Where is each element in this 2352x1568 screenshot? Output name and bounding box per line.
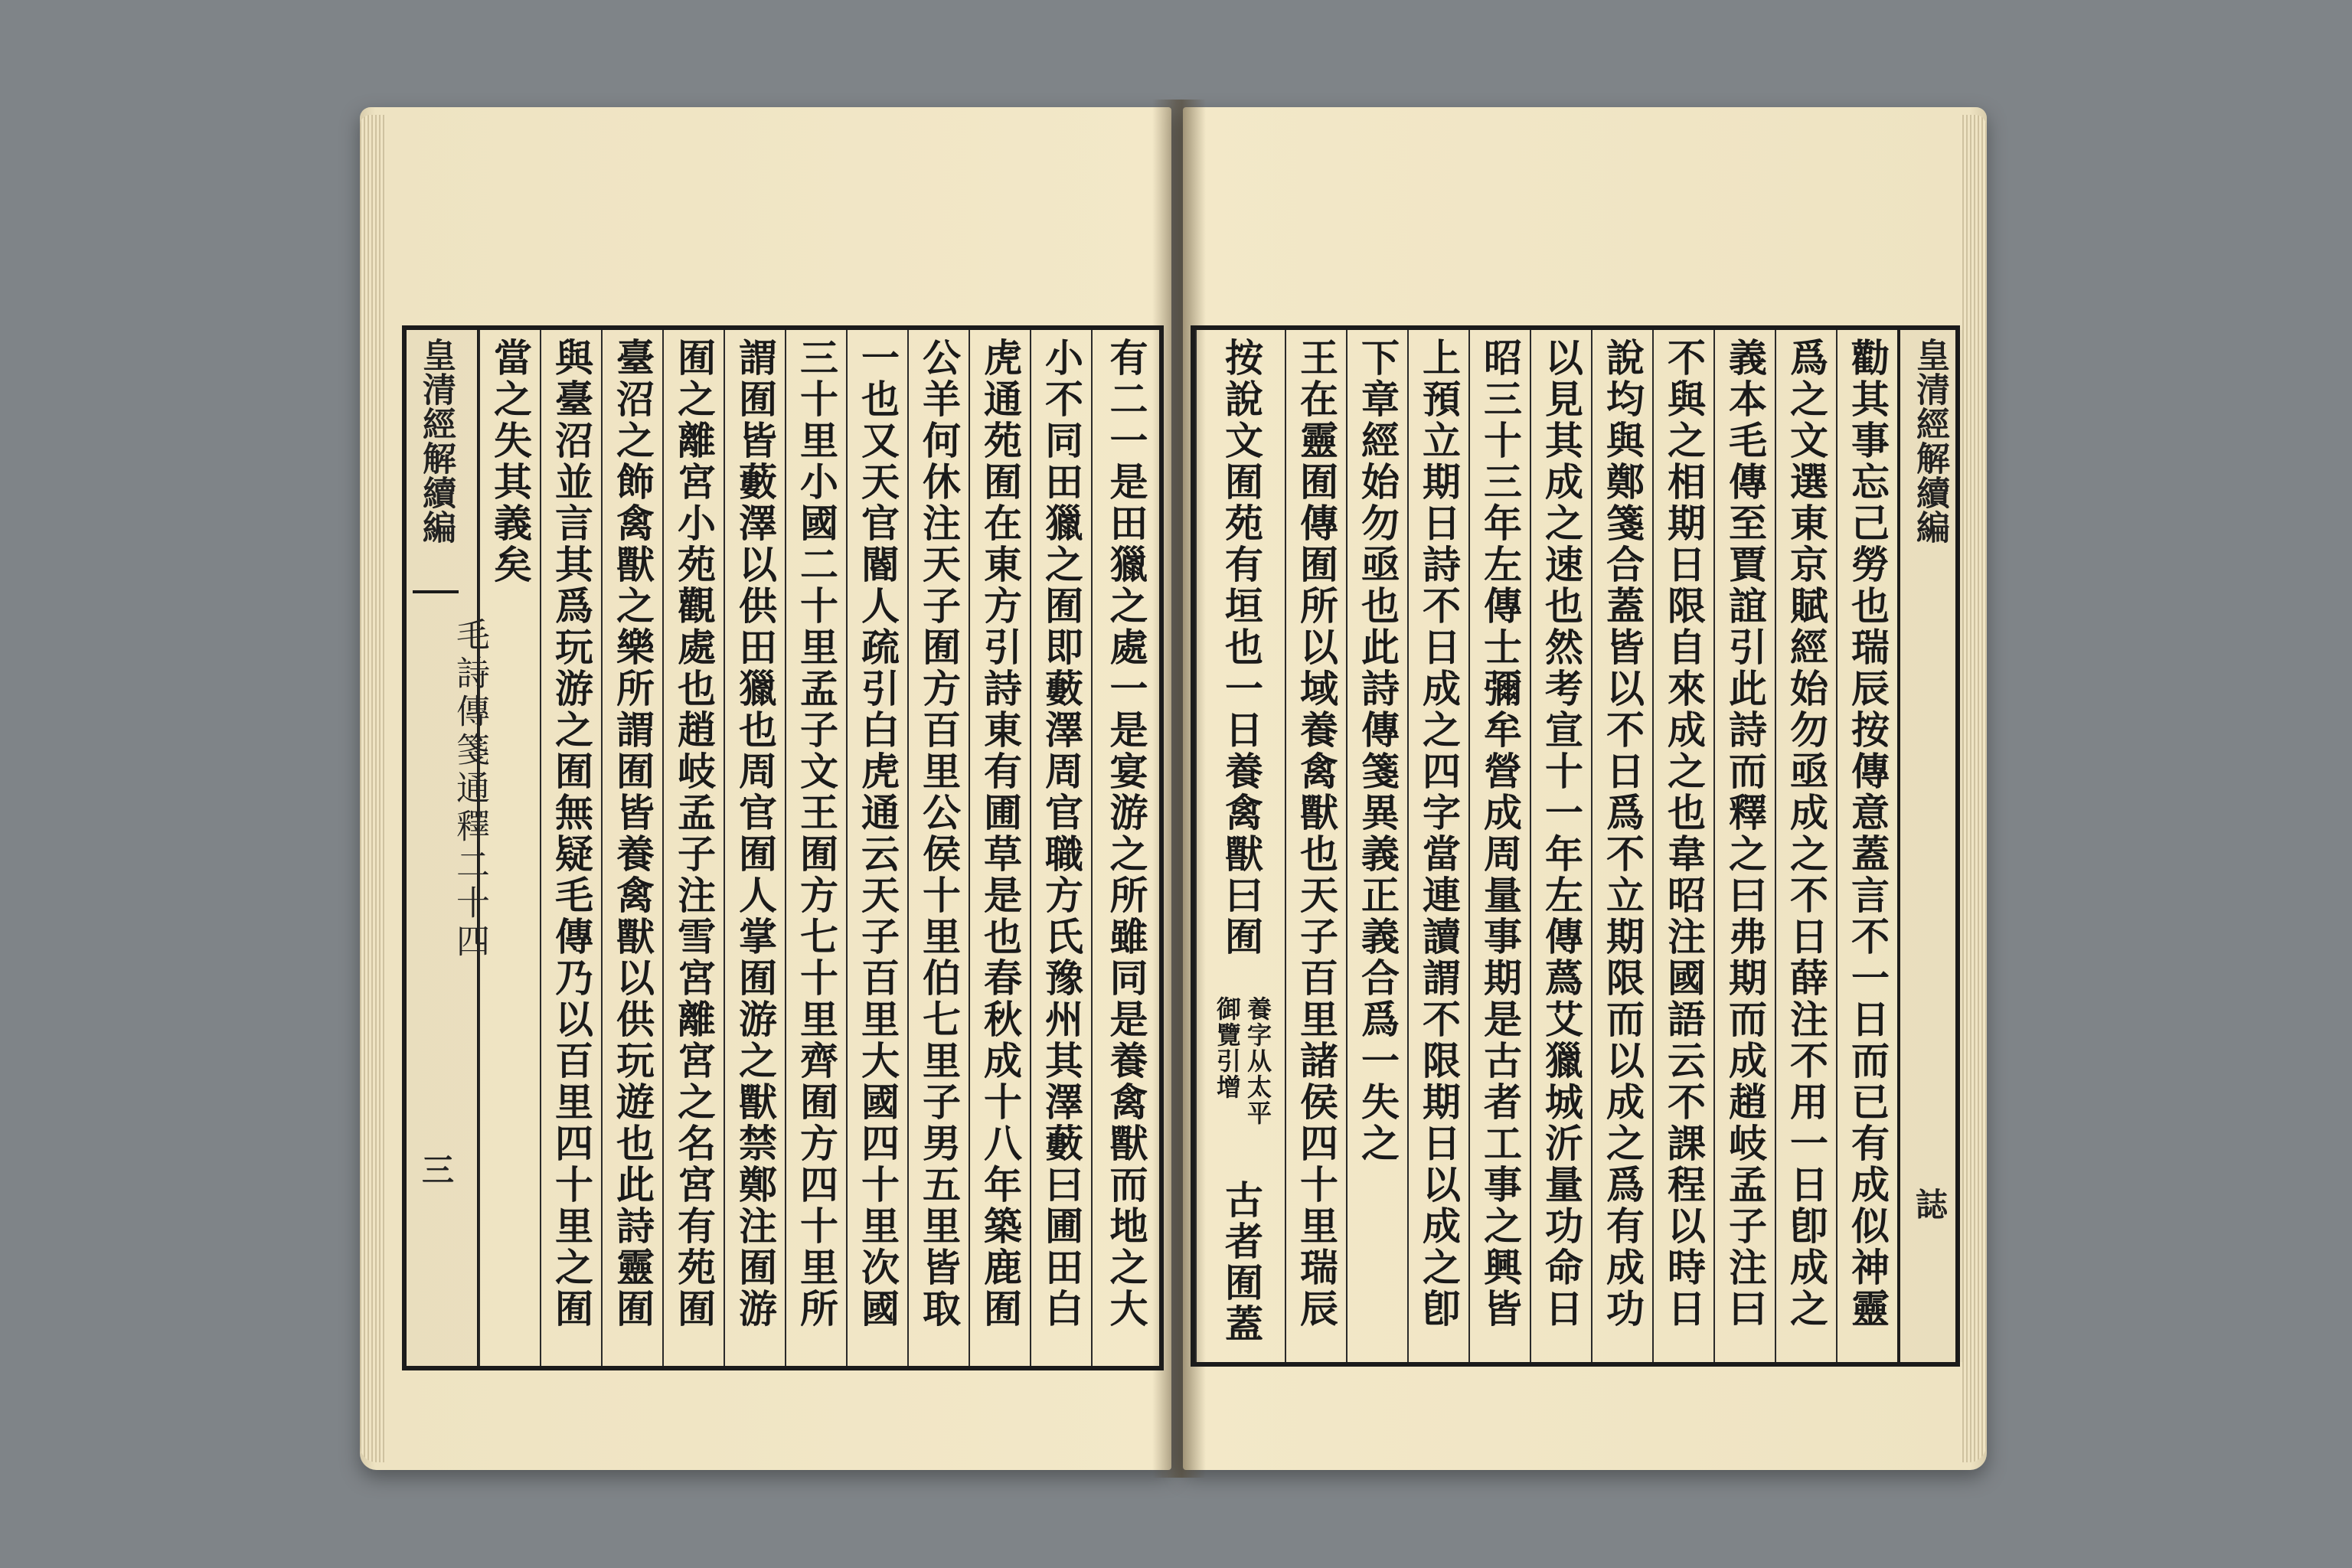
collection-title: 皇清經解續編 xyxy=(416,338,456,544)
text-column: 勸其事忘己勞也瑞辰按傳意蓋言不一日而已有成似神靈 xyxy=(1836,330,1897,1362)
folio-number: 誌 xyxy=(1911,1187,1949,1220)
text-column: 說均與鄭箋合蓋皆以不日爲不立期限而以成之爲有成功 xyxy=(1591,330,1652,1362)
text-column: 臺沼之飾禽獸之樂所謂囿皆養禽獸以供玩遊也此詩靈囿 xyxy=(601,330,662,1366)
volume-title: 毛詩傳箋通釋二十四 xyxy=(450,617,489,962)
interlinear-note: 養字从太平 xyxy=(1243,996,1272,1126)
folio-number: 三 xyxy=(417,1153,455,1185)
text-column: 義本毛傳至賈誼引此詩而釋之曰弗期而成趙岐孟子注曰 xyxy=(1713,330,1775,1362)
text-column: 不與之相期日限自來成之也韋昭注國語云不課程以時日 xyxy=(1652,330,1713,1362)
fishtail-mark xyxy=(413,590,459,616)
left-text-block xyxy=(402,325,1164,1370)
right-text-block xyxy=(1191,325,1960,1367)
right-page-edges xyxy=(1960,115,1986,1462)
text-column: 王在靈囿傳囿所以域養禽獸也天子百里諸侯四十里瑞辰 xyxy=(1285,330,1346,1362)
text-column: 昭三十三年左傳士彌牟營成周量事期是古者工事之興皆 xyxy=(1468,330,1530,1362)
text-column: 謂囿皆藪澤以供田獵也周官囿人掌囿游之獸禁鄭注囿游 xyxy=(724,330,785,1366)
interlinear-note: 御覽引增 xyxy=(1213,996,1242,1100)
text-column: 以見其成之速也然考宣十一年左傳蔿艾獵城沂量功命日 xyxy=(1530,330,1591,1362)
left-page-edges xyxy=(360,115,386,1462)
text-column-with-note: 按說文囿苑有垣也一日養禽獸曰囿 養字从太平 御覽引增 古者囿蓋 xyxy=(1195,330,1285,1362)
text-column: 下章經始勿亟也此詩傳箋異義正義合爲一失之 xyxy=(1346,330,1407,1362)
column-tail: 古者囿蓋 xyxy=(1219,1180,1264,1345)
text-column: 公羊何休注天子囿方百里公侯十里伯七里子男五里皆取 xyxy=(907,330,969,1366)
text-column: 上預立期日詩不日成之四字當連讀謂不限期日以成之卽 xyxy=(1407,330,1468,1362)
text-column: 虎通苑囿在東方引詩東有圃草是也春秋成十八年築鹿囿 xyxy=(969,330,1030,1366)
text-column: 囿之離宮小苑觀處也趙岐孟子注雪宮離宮之名宮有苑囿 xyxy=(662,330,724,1366)
text-column: 有二一是田獵之處一是宴游之所雖同是養禽獸而地之大 xyxy=(1091,330,1159,1366)
text-column: 三十里小國二十里孟子文王囿方七十里齊囿方四十里所 xyxy=(785,330,846,1366)
left-page-margin xyxy=(407,330,489,1366)
text-column: 一也又天官閽人疏引白虎通云天子百里大國四十里次國 xyxy=(846,330,907,1366)
text-column: 與臺沼並言其爲玩游之囿無疑毛傳乃以百里四十里之囿 xyxy=(540,330,601,1366)
text-column: 爲之文選東京賦經始勿亟成之不日薛注不用一日卽成之 xyxy=(1775,330,1836,1362)
text-column: 小不同田獵之囿即藪澤周官職方氏豫州其澤藪曰圃田白 xyxy=(1030,330,1091,1366)
show-through-marks xyxy=(536,122,589,162)
right-page-margin xyxy=(1897,330,1963,1362)
text-column: 當之失其義矣 xyxy=(479,330,540,1366)
collection-title: 皇清經解續編 xyxy=(1910,338,1949,544)
